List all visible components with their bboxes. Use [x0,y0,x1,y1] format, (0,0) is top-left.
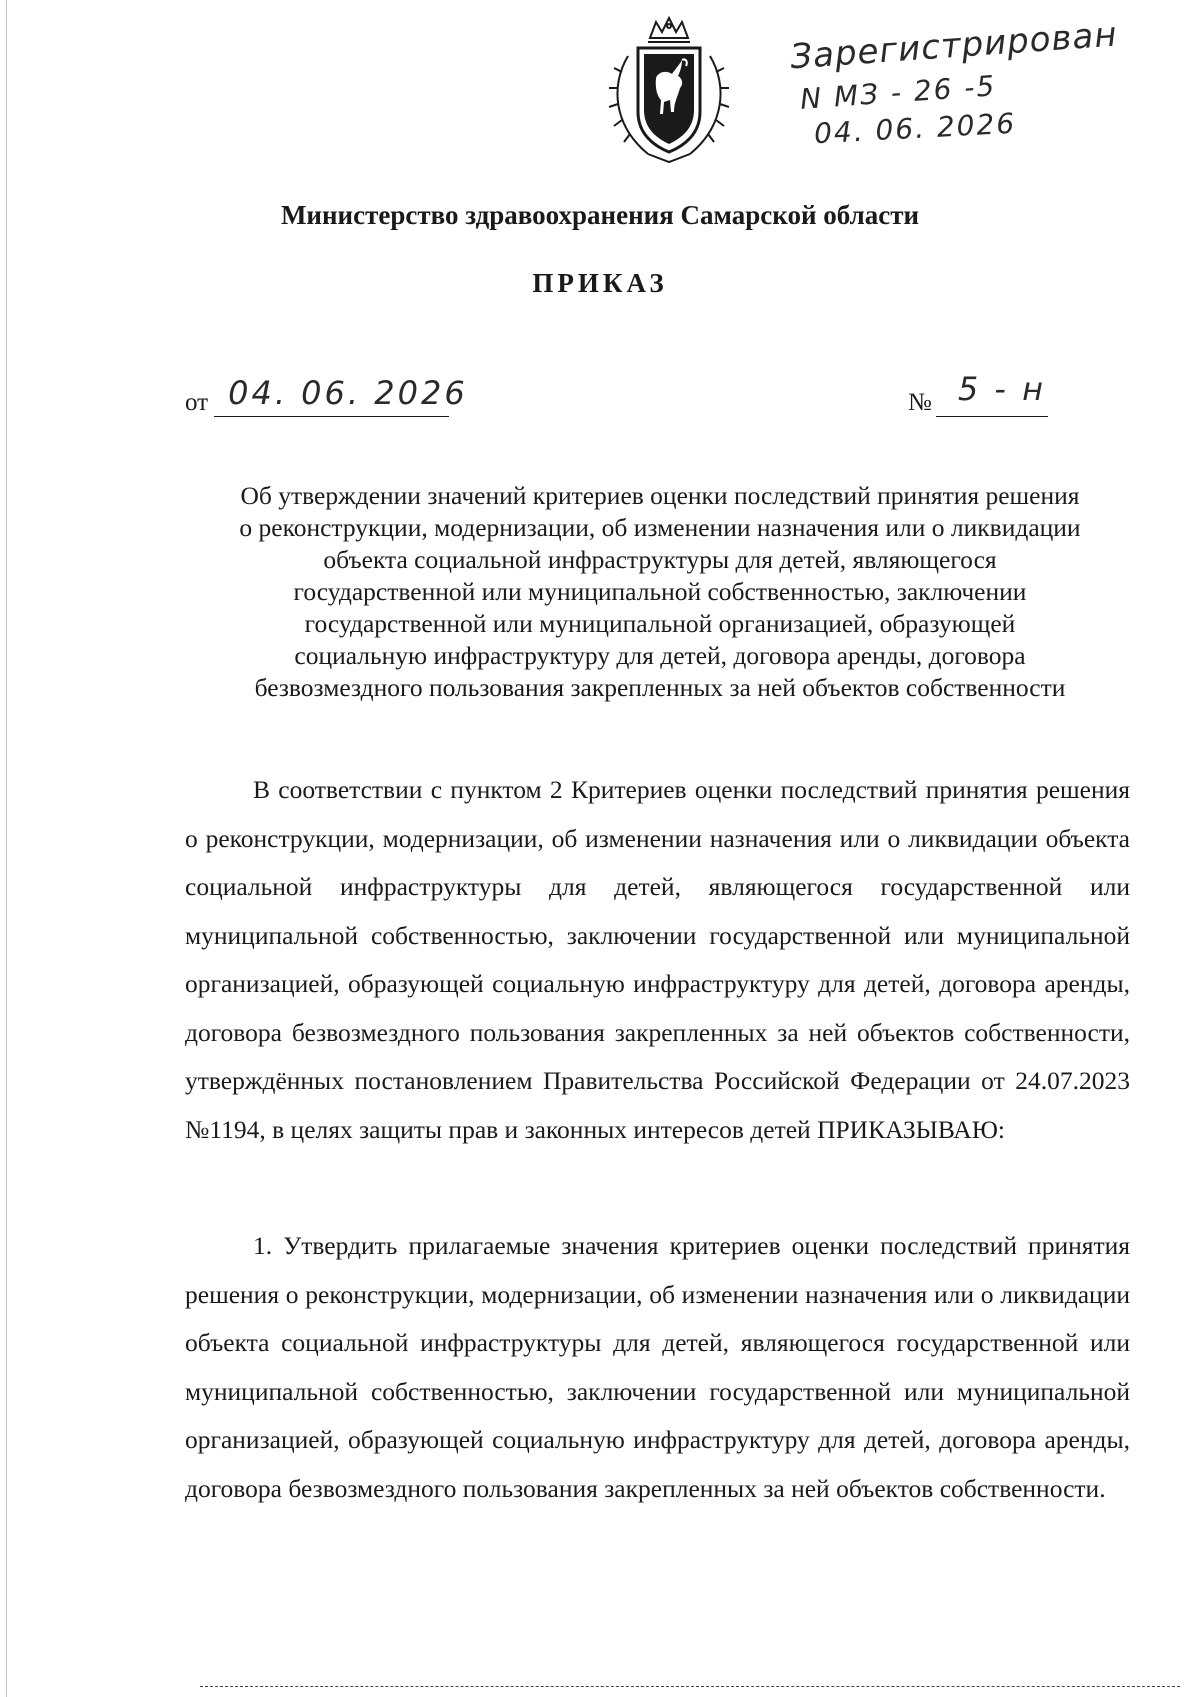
order-item-1-paragraph [185,1222,1130,1513]
order-date-value: 04. 06. 2026 [228,374,468,412]
handwritten-registration-note: Зарегистрирован [789,14,1119,78]
order-number-value: 5 - н [957,370,1047,408]
order-number-line [908,370,1048,417]
preamble-paragraph [185,766,1130,1154]
subject-line: безвозмездного пользования закрепленных за ней объектов собственности [254,673,1066,702]
handwritten-registration-date: 04. 06. 2026 [813,106,1017,151]
subject-line: государственной или муниципальной организацией, образующей [304,609,1016,638]
number-prefix-label: № [908,389,932,416]
document-type-title: ПРИКАЗ [532,268,668,298]
subject-line: социальную инфраструктуру для детей, договора аренды, договора [294,641,1026,670]
order-date-line [185,374,468,417]
subject-line: Об утверждении значений критериев оценки последствий принятия решения [240,481,1080,510]
order-item-1-text: 1. Утвердить прилагаемые значения критериев оценки последствий принятия решения о реконструкции, модернизации, об изменении назначения или о ликвидации объекта социальной инфраструктуры для детей, являющегося государственной или муниципальной собственностью, заключении государственной или муниципальной организацией, образующей социальную инфраструктуру для детей, договора аренды, договора безвозмездного пользования закрепленных за ней объектов собственности. [185,1231,1130,1503]
ministry-title: Министерство здравоохранения Самарской области [280,200,920,230]
subject-line: о реконструкции, модернизации, об изменении назначения или о ликвидации [239,513,1081,542]
order-date-field [214,374,468,417]
order-subject [180,480,1140,704]
handwritten-registration-number: N МЗ - 26 -5 [799,69,998,116]
page-bottom-divider [200,1686,1180,1687]
date-prefix-label: от [185,389,209,416]
preamble-text: В соответствии с пунктом 2 Критериев оценки последствий принятия решения о реконструкции, модернизации, об изменении назначения или о ликвидации объекта социальной инфраструктуры для детей, являющегося государственной или муниципальной собственностью, заключении государственной или муниципальной организацией, образующей социальную инфраструктуру для детей, договора аренды, договора безвозмездного пользования закрепленных за ней объектов собственности, утверждённых постановлением Правительства Российской Федерации от 24.07.2023 №1194, в целях защиты прав и законных интересов детей ПРИКАЗЫВАЮ: [185,775,1130,1144]
samara-coat-of-arms-icon [600,16,738,166]
scan-edge-line [6,0,7,1697]
subject-line: государственной или муниципальной собственностью, заключении [293,577,1027,606]
order-number-field [936,370,1048,417]
subject-line: объекта социальной инфраструктуры для детей, являющегося [323,545,997,574]
